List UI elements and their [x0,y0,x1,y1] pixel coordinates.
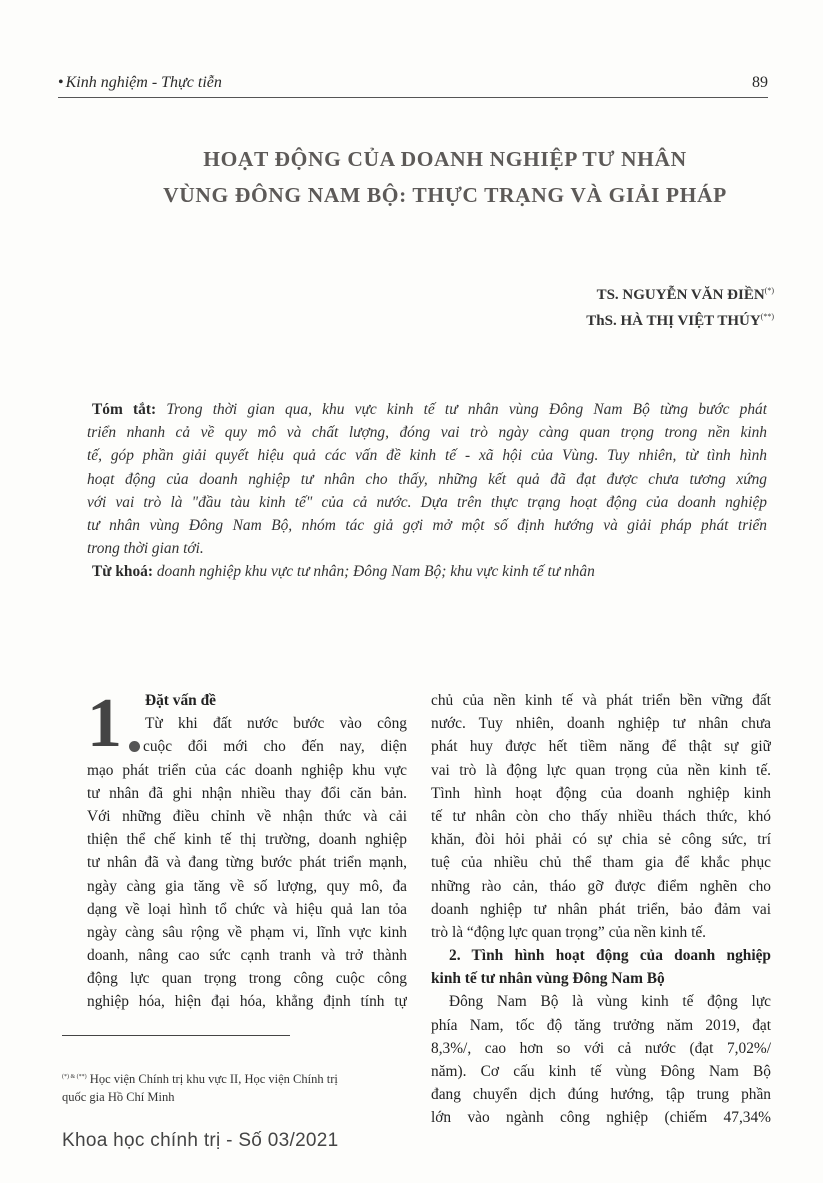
abstract-line [87,421,767,444]
abstract-text: trong thời gian tới. [87,540,204,558]
body-line: phát huy được hết tiềm năng để thật sự giữ [431,738,771,756]
right-column [431,689,771,1130]
abstract-label: Tóm tắt: [92,401,157,418]
body-line: động lực quan trọng trong công cuộc công [87,970,407,988]
body-line: tuệ của nhiều chủ thể tham gia để khắc phục [431,854,771,872]
abstract-line [87,514,767,537]
keywords-label: Từ khoá: [92,563,153,581]
author-1 [597,286,774,304]
body-line: lớn vào ngành công nghiệp (chiếm 47,34% [431,1109,771,1127]
body-line: đang chuyển dịch đúng hướng, tập trung phần [431,1086,771,1104]
section-1-heading-text: Đặt vấn đề [145,692,216,709]
body-line: nghiệp hóa, hiện đại hóa, khẳng định tính tự [87,993,407,1011]
abstract-text: Trong thời gian qua, khu vực kinh tế tư nhân vùng Đông Nam Bộ từng bước phát [166,401,767,418]
abstract-text: với vai trò là "đầu tàu kinh tế" của cả nước. Dựa trên thực trạng hoạt động của doanh nghiệp [87,493,767,511]
body-line: trò là “động lực quan trọng” của nền kinh tế. [431,923,707,941]
author-2 [586,312,774,330]
body-line: Từ khi đất nước bước vào công [145,715,407,733]
keywords [87,560,767,583]
body-line: nước. Tuy nhiên, doanh nghiệp tư nhân chưa [431,715,771,733]
header-divider [58,97,768,98]
journal-footer: Khoa học chính trị - Số 03/2021 [62,1130,339,1151]
author-1-name: TS. NGUYỄN VĂN ĐIỀN [596,287,765,303]
body-line: phía Nam, tốc độ tăng trưởng năm 2019, đạt [431,1016,771,1034]
section-2-heading-line-1: 2. Tình hình hoạt động của doanh nghiệp [449,947,771,965]
abstract-text: triển nhanh cả về quy mô và chất lượng, đóng vai trò ngày càng quan trọng trong nền kinh [87,424,767,442]
body-text: cuộc đổi mới cho đến nay, diện [143,738,407,756]
body-line: tư nhân đã ghi nhận nhiều thay đổi căn bản. [87,784,407,802]
body-line [87,735,407,758]
bullet-dot-icon [129,741,140,752]
abstract-text: tư nhân vùng Đông Nam Bộ, nhóm tác giả gợi mở một số định hướng và giải pháp phát triển [87,516,767,534]
footnote-line-1 [62,1068,392,1088]
article-title-line-1: HOẠT ĐỘNG CỦA DOANH NGHIỆP TƯ NHÂN [203,147,687,171]
left-column [87,685,407,1014]
bullet-glyph: • [58,74,64,91]
abstract-text: tế, góp phần giải quyết hiệu quả các vấn đề kinh tế - xã hội của Vùng. Tuy nhiên, từ tình hình [87,447,767,465]
body-line: tế tư nhân còn cho thấy nhiều thách thức, khó [431,807,771,825]
body-line: ngày càng gia tăng về số lượng, quy mô, đa [87,877,407,895]
section-1-heading [87,689,407,712]
body-line: khăn, đòi hỏi phải có sự chia sẻ công sức, trí [431,831,771,849]
article-title-line-2: VÙNG ĐÔNG NAM BỘ: THỰC TRẠNG VÀ GIẢI PHÁP [163,183,727,207]
page-number: 89 [752,74,768,91]
author-1-mark: (*) [764,286,774,295]
author-2-mark: (**) [760,312,774,321]
abstract-line [87,491,767,514]
abstract-line [87,537,767,560]
body-line: doanh, nâng cao sức cạnh tranh và trở thành [87,947,407,965]
footnote-line-2: quốc gia Hồ Chí Minh [62,1090,175,1105]
body-line: tư nhân đã và đang từng bước phát triển mạnh, [87,854,407,872]
body-line: Tình hình hoạt động của doanh nghiệp kinh [431,784,771,802]
running-header [58,72,768,96]
keywords-text: doanh nghiệp khu vực tư nhân; Đông Nam Bộ; khu vực kinh tế tư nhân [156,563,595,581]
drop-cap: 1 [87,685,122,762]
abstract-line [87,444,767,467]
body-line: thiện thể chế kinh tế thị trường, doanh nghiệp [87,831,407,849]
body-line: Với những điều chỉnh về nhận thức và cải [87,807,407,825]
body-line: mạo phát triển của các doanh nghiệp khu vực [87,761,407,779]
body-line: Đông Nam Bộ là vùng kinh tế động lực [449,993,771,1011]
abstract [87,398,767,584]
abstract-line [87,398,767,421]
body-line: 8,3%/, cao hơn so với cả nước (đạt 7,02%/ [431,1039,771,1057]
body-line: doanh nghiệp tư nhân phát triển, bảo đảm vai [431,900,771,918]
footnote-divider [62,1035,290,1036]
body-line: những rào cản, tháo gỡ được điểm nghẽn cho [431,877,771,895]
abstract-text: hoạt động của doanh nghiệp tư nhân cho thấy, những kết quả đã đạt được chưa tương xứng [87,470,767,488]
author-2-name: ThS. HÀ THỊ VIỆT THÚY [586,313,761,329]
footnote [62,1068,392,1106]
section-2-heading-line-2: kinh tế tư nhân vùng Đông Nam Bộ [431,970,665,988]
body-line: năm). Cơ cấu kinh tế vùng Đông Nam Bộ [431,1063,771,1080]
section-text: Kinh nghiệm - Thực tiễn [65,74,222,91]
body-line: vai trò là động lực quan trọng của nền kinh tế. [431,761,771,779]
footnote-mark: (*) & (**) [62,1074,87,1080]
body-line: chủ của nền kinh tế và phát triển bền vững đất [431,692,771,709]
section-label [58,74,222,92]
body-line: ngày càng sâu rộng về phạm vi, lĩnh vực kinh [87,923,407,941]
abstract-line [87,468,767,491]
footnote-text: Học viện Chính trị khu vực II, Học viện Chính trị [89,1072,338,1087]
body-line: dạng về loại hình tổ chức và hiệu quả lan tỏa [87,900,407,918]
